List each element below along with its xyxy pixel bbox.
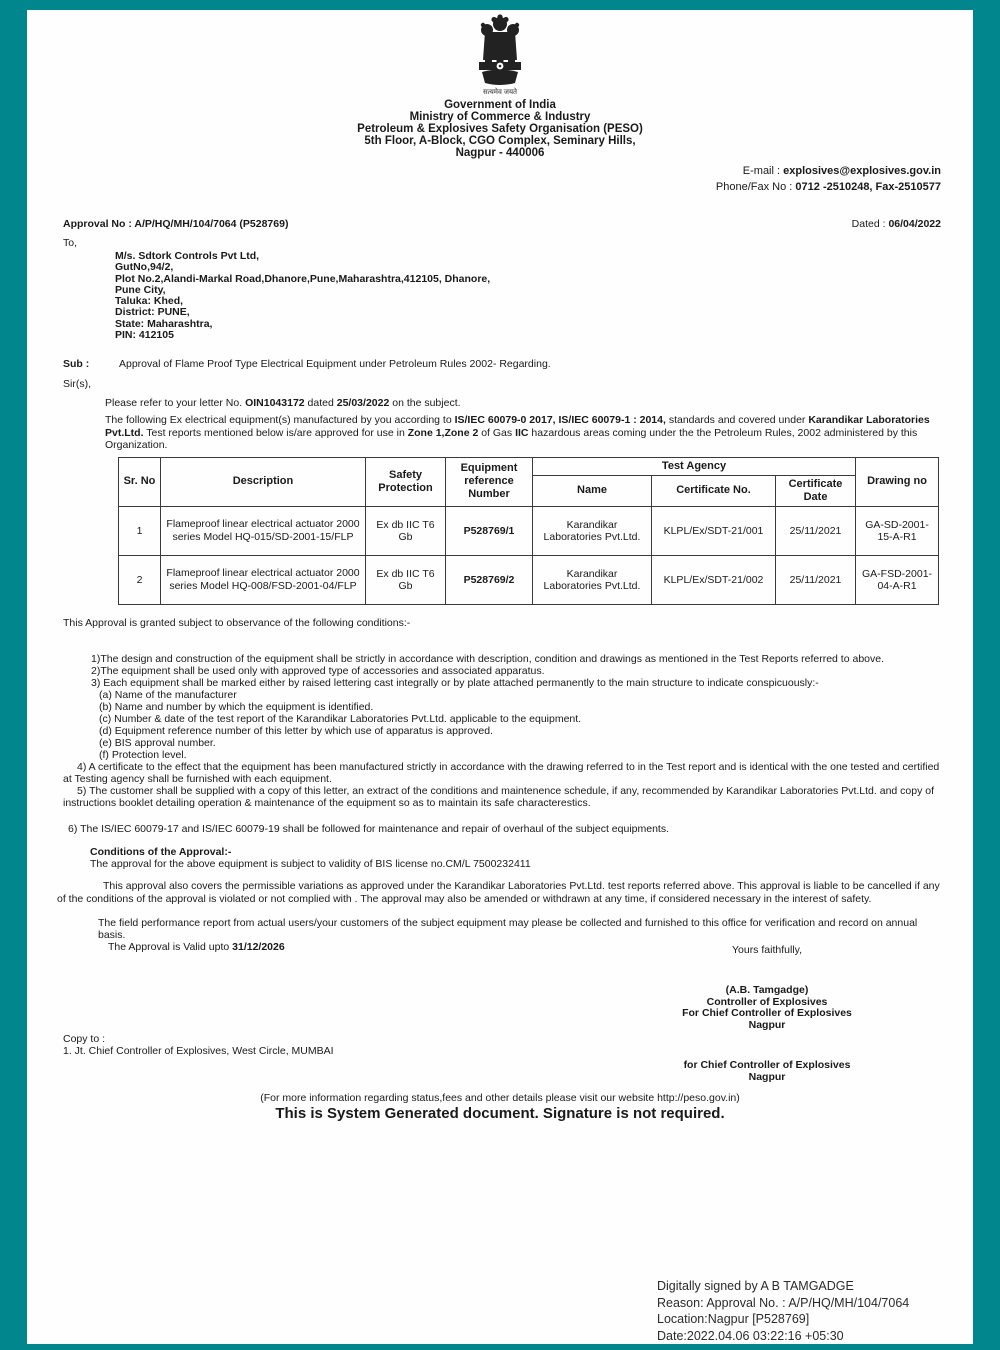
condition-item: 3) Each equipment shall be marked either by raised lettering cast integrally or by plate attached permanently to the main structure to indicate conspicuously:- xyxy=(91,676,819,689)
address-line: 5th Floor, A-Block, CGO Complex, Seminary Hills, xyxy=(364,135,636,147)
condition-subitem: (d) Equipment reference number of this letter by which use of apparatus is approved. xyxy=(99,724,493,737)
letterhead-lines xyxy=(27,99,973,159)
standards: IS/IEC 60079-0 2017, IS/IEC 60079-1 : 2014, xyxy=(454,414,666,426)
ministry-line: Ministry of Commerce & Industry xyxy=(409,111,591,123)
col-sr-no: Sr. No xyxy=(119,457,161,506)
approval-row xyxy=(63,218,941,230)
col-drawing-no: Drawing no xyxy=(856,457,939,506)
dated-value: 06/04/2022 xyxy=(888,218,941,230)
cell-safety: Ex db IIC T6 Gb xyxy=(366,555,446,604)
intro-paragraph xyxy=(105,414,941,452)
subject-text: Approval of Flame Proof Type Electrical Equipment under Petroleum Rules 2002- Regarding. xyxy=(119,358,551,370)
cell-certificate-no: KLPL/Ex/SDT-21/002 xyxy=(652,555,776,604)
addr-line: M/s. Sdtork Controls Pvt Ltd, xyxy=(115,250,260,262)
cell-certificate-date: 25/11/2021 xyxy=(776,555,856,604)
cell-description: Flameproof linear electrical actuator 2000 series Model HQ-008/FSD-2001-04/FLP xyxy=(161,555,366,604)
cell-equipment-ref: P528769/1 xyxy=(446,506,533,555)
dated-label: Dated : xyxy=(851,218,889,230)
recipient-address xyxy=(115,251,490,341)
copy-to-block xyxy=(63,1033,334,1057)
validity-date: 31/12/2026 xyxy=(232,940,285,953)
cell-agency-name: Karandikar Laboratories Pvt.Ltd. xyxy=(533,555,652,604)
signatory-title: Controller of Explosives xyxy=(706,995,828,1008)
govt-line: Government of India xyxy=(444,99,556,111)
col-equipment-ref: Equipment reference Number xyxy=(446,457,533,506)
digsig-date: Date:2022.04.06 03:22:16 +05:30 xyxy=(657,1328,844,1343)
signatory-block xyxy=(627,985,907,1031)
validity-prefix: The Approval is Valid upto xyxy=(108,940,233,953)
condition-item: 4) A certificate to the effect that the equipment has been manufactured strictly in accordance with the drawing referred to in the Test report and is identical with the one tested and certified at Testing agency shall be furnished with each equipment. xyxy=(63,760,940,785)
for-chief-line: for Chief Controller of Explosives xyxy=(683,1059,851,1071)
condition-item: 5) The customer shall be supplied with a copy of this letter, an extract of the conditions and maintenence schedule, if any, recommended by Karandikar Laboratories Pvt.Ltd. and copy of instructions booklet detailing operation & maintenance of the equipment so as to maintain its safe characterestics. xyxy=(63,784,935,809)
condition-item: 1)The design and construction of the equipment shall be strictly in accordance with description, condition and drawings as mentioned in the Test Reports referred to above. xyxy=(91,652,885,665)
subject-label: Sub : xyxy=(63,358,90,370)
ashoka-emblem-icon xyxy=(475,14,525,91)
addr-line: PIN: 412105 xyxy=(115,329,174,342)
approval-conditions-heading: Conditions of the Approval:- xyxy=(90,845,232,858)
condition-item: 2)The equipment shall be used only with approved type of accessories and associated apparatus. xyxy=(91,664,545,677)
email-line xyxy=(716,163,941,179)
field-report-line: The field performance report from actual users/your customers of the subject equipment may please be collected and furnished to this office for verification and record on annual basis. xyxy=(98,916,918,941)
cell-description: Flameproof linear electrical actuator 2000 series Model HQ-015/SD-2001-15/FLP xyxy=(161,506,366,555)
approval-number: Approval No : A/P/HQ/MH/104/7064 (P528769) xyxy=(63,218,289,230)
addr-line: District: PUNE, xyxy=(115,306,190,319)
conditions-intro: This Approval is granted subject to observance of the following conditions:- xyxy=(63,616,411,629)
digital-signature-block xyxy=(657,1278,909,1344)
condition-item: 6) The IS/IEC 60079-17 and IS/IEC 60079-19 shall be followed for maintenance and repair of overhaul of the subject equipments. xyxy=(68,822,670,835)
contact-block xyxy=(716,163,941,195)
ref-letter-no: OIN1043172 xyxy=(245,397,305,409)
col-agency-name: Name xyxy=(533,475,652,506)
phone-value: 0712 -2510248, Fax-2510577 xyxy=(795,181,941,193)
yours-faithfully: Yours faithfully, xyxy=(731,944,803,956)
digsig-signed-by: Digitally signed by A B TAMGADGE xyxy=(657,1279,854,1293)
letter-body xyxy=(57,358,941,953)
subject-row xyxy=(63,358,941,370)
phone-line xyxy=(716,179,941,195)
table-row xyxy=(119,555,939,604)
addr-line: Plot No.2,Alandi-Markal Road,Dhanore,Pune,Maharashtra,412105, Dhanore, xyxy=(115,272,491,285)
cell-drawing-no: GA-SD-2001-15-A-R1 xyxy=(856,506,939,555)
condition-subitem: (c) Number & date of the test report of the Karandikar Laboratories Pvt.Ltd. applicable to the equipment. xyxy=(99,712,582,725)
col-test-agency: Test Agency xyxy=(533,457,856,475)
cell-sr-no: 1 xyxy=(119,506,161,555)
salutation: Sir(s), xyxy=(63,378,91,390)
condition-subitem: (b) Name and number by which the equipment is identified. xyxy=(99,700,374,713)
copy-to-label: Copy to : xyxy=(63,1033,106,1045)
para-text: The following Ex electrical equipment(s) manufactured by you according to xyxy=(105,414,455,426)
ref-text: Please refer to your letter No. xyxy=(105,397,246,409)
cell-safety: Ex db IIC T6 Gb xyxy=(366,506,446,555)
cell-agency-name: Karandikar Laboratories Pvt.Ltd. xyxy=(533,506,652,555)
cell-equipment-ref: P528769/2 xyxy=(446,555,533,604)
condition-subitem: (f) Protection level. xyxy=(99,748,187,761)
table-row xyxy=(119,506,939,555)
system-generated-line: This is System Generated document. Signature is not required. xyxy=(275,1105,725,1122)
gas-group: IIC xyxy=(515,426,529,439)
org-line: Petroleum & Explosives Safety Organisation (PESO) xyxy=(357,123,643,135)
para-text: standards and covered under xyxy=(665,414,809,426)
para-text: hazardous areas coming under the the Petroleum Rules, 2002 administered by this Organization. xyxy=(105,426,918,451)
signatory-place: Nagpur xyxy=(748,1018,786,1031)
digsig-reason: Reason: Approval No. : A/P/HQ/MH/104/7064 xyxy=(657,1295,910,1310)
for-chief-controller-block xyxy=(627,1060,907,1083)
emblem-motto: सत्यमेव जयते xyxy=(482,89,518,96)
email-label: E-mail : xyxy=(742,165,784,177)
copy-to-item: 1. Jt. Chief Controller of Explosives, West Circle, MUMBAI xyxy=(63,1045,334,1057)
condition-subitem: (a) Name of the manufacturer xyxy=(99,688,237,701)
city-line: Nagpur - 440006 xyxy=(455,147,545,159)
col-certificate-no: Certificate No. xyxy=(652,475,776,506)
ref-text: on the subject. xyxy=(389,397,461,409)
email-value: explosives@explosives.gov.in xyxy=(783,165,941,177)
bis-license-line: The approval for the above equipment is subject to validity of BIS license no.CM/L 7500232411 xyxy=(90,857,531,870)
cell-certificate-date: 25/11/2021 xyxy=(776,506,856,555)
reference-line xyxy=(105,397,941,409)
ref-text: dated xyxy=(304,397,337,409)
para-text: of Gas xyxy=(478,426,516,439)
for-chief-place: Nagpur xyxy=(748,1070,786,1083)
addr-line: GutNo,94/2, xyxy=(115,261,174,274)
footer-note: (For more information regarding status,fees and other details please visit our website http://peso.gov.in) xyxy=(260,1092,740,1104)
dated xyxy=(852,218,941,230)
digsig-location: Location:Nagpur [P528769] xyxy=(657,1312,810,1326)
document-page xyxy=(27,10,973,1344)
equipment-table xyxy=(118,457,939,605)
col-certificate-date: Certificate Date xyxy=(776,475,856,506)
addr-line: State: Maharashtra, xyxy=(115,317,213,330)
zones: Zone 1,Zone 2 xyxy=(407,426,479,439)
condition-subitem: (e) BIS approval number. xyxy=(99,736,216,749)
col-safety-protection: Safety Protection xyxy=(366,457,446,506)
conditions-list xyxy=(63,653,941,835)
signatory-for: For Chief Controller of Explosives xyxy=(682,1007,852,1019)
addr-line: Pune City, xyxy=(115,283,166,296)
table-header-row xyxy=(119,457,939,475)
cell-drawing-no: GA-FSD-2001-04-A-R1 xyxy=(856,555,939,604)
signatory-name: (A.B. Tamgadge) xyxy=(725,984,809,996)
test-lab-name: Karandikar Laboratories Pvt.Ltd. xyxy=(105,414,930,439)
para-text: Test reports mentioned below is/are approved for use in xyxy=(143,426,408,439)
cell-certificate-no: KLPL/Ex/SDT-21/001 xyxy=(652,506,776,555)
ref-date: 25/03/2022 xyxy=(336,397,390,409)
variations-paragraph: This approval also covers the permissible variations as approved under the Karandikar Laboratories Pvt.Ltd. test reports referred above. This approval is liable to be cancelled if any of the conditions of the approval is violated or not complied with . The approval may also be amended or withdrawn at any time, if considered necessary in the interest of safety. xyxy=(57,879,940,905)
addr-line: Taluka: Khed, xyxy=(115,295,184,308)
cell-sr-no: 2 xyxy=(119,555,161,604)
letterhead xyxy=(27,14,973,159)
col-description: Description xyxy=(161,457,366,506)
to-label: To, xyxy=(63,237,78,249)
phone-label: Phone/Fax No : xyxy=(715,181,796,193)
